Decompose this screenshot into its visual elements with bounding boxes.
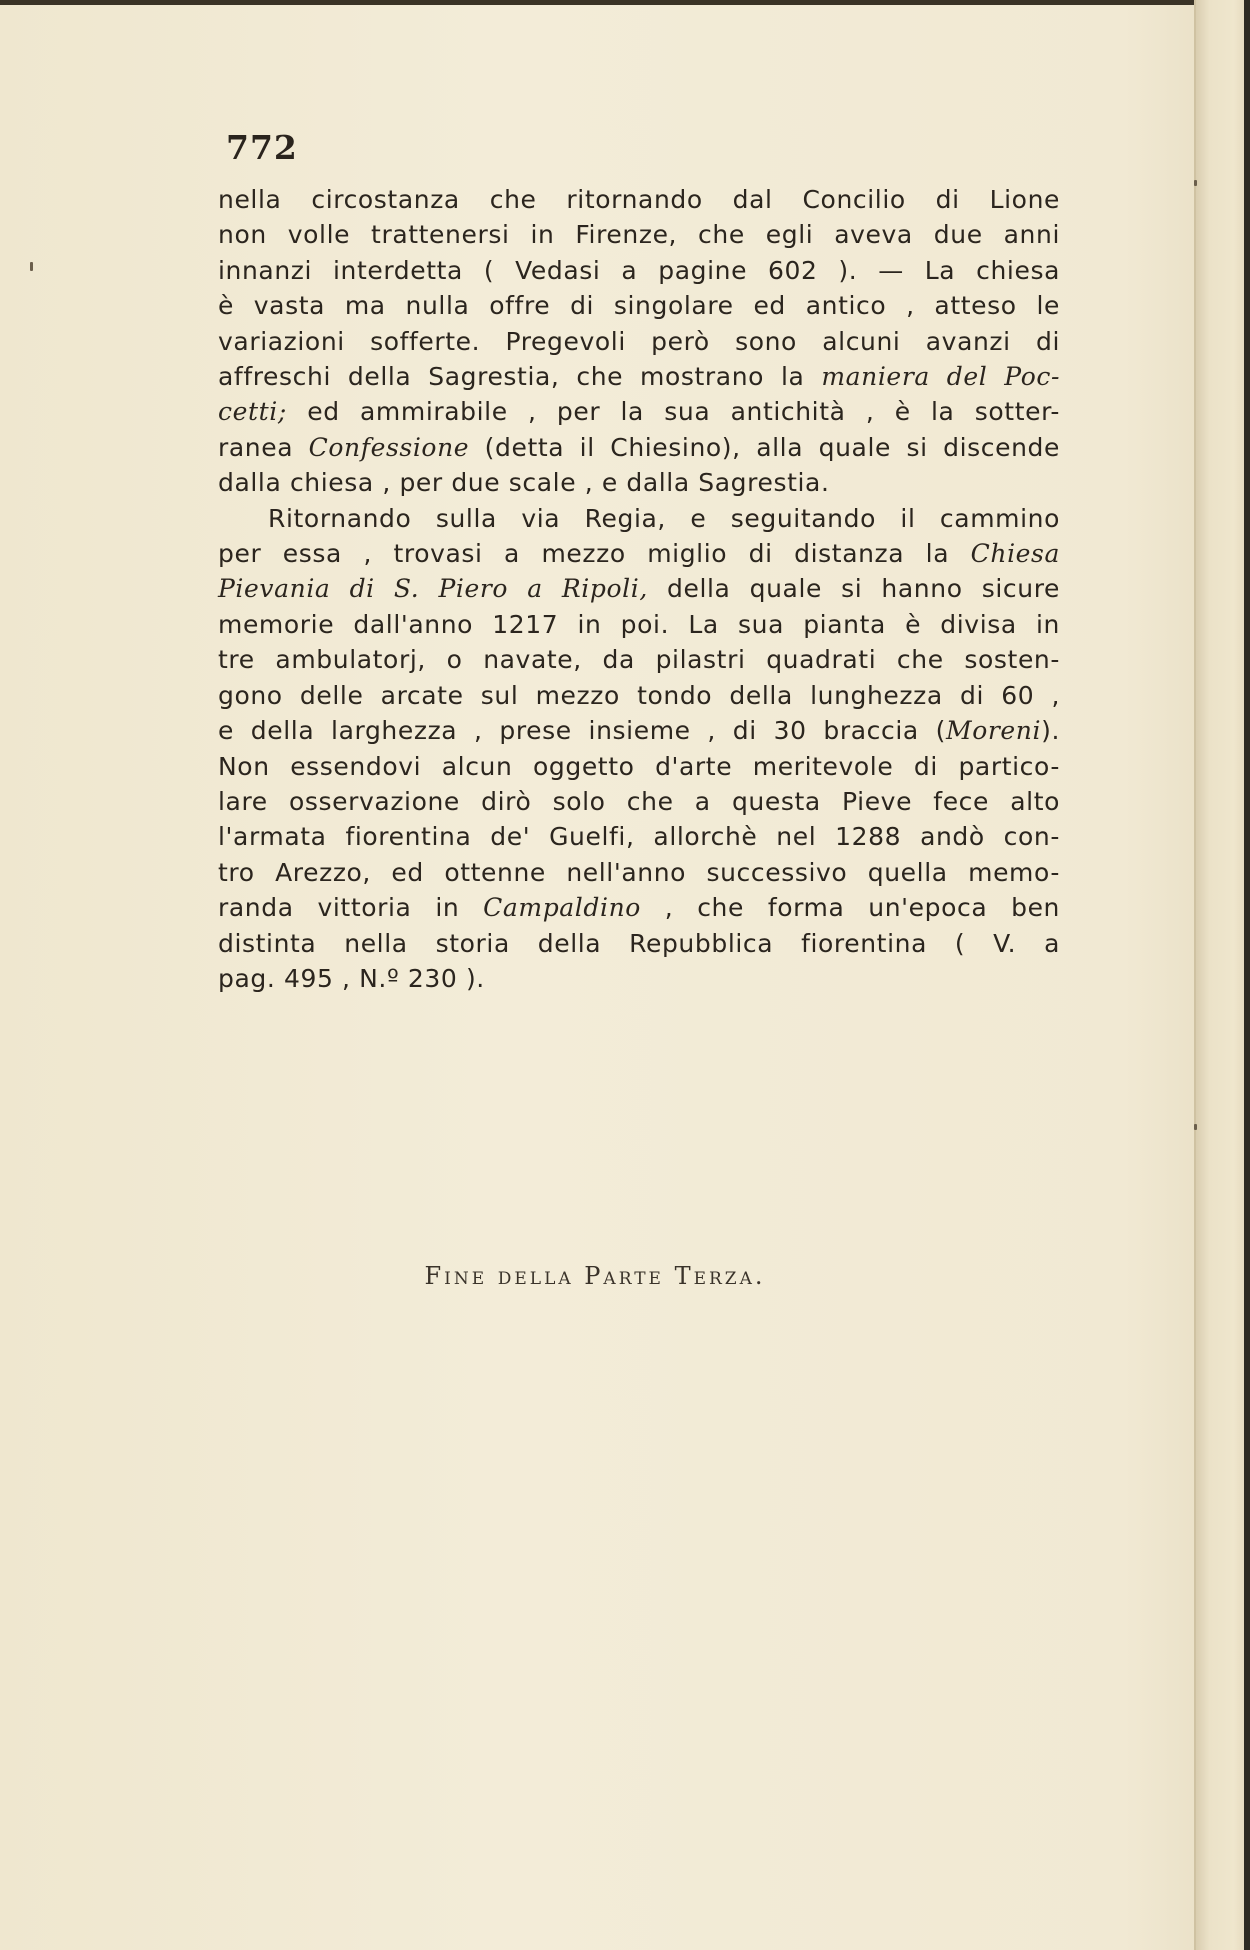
text-line: e della larghezza , prese insieme , di 30 braccia (Moreni). bbox=[218, 716, 1060, 746]
text-line: randa vittoria in Campaldino , che forma un'epoca ben bbox=[218, 893, 1060, 923]
text-line: tro Arezzo, ed ottenne nell'anno successivo quella memo- bbox=[218, 857, 1060, 887]
text-line: Non essendovi alcun oggetto d'arte meritevole di partico- bbox=[218, 751, 1060, 781]
text-line: pag. 495 , N.º 230 ). bbox=[218, 963, 485, 993]
ink-speck bbox=[1194, 180, 1197, 186]
body-text bbox=[218, 182, 1060, 996]
page-number: 772 bbox=[226, 128, 298, 167]
text-line: Pievania di S. Piero a Ripoli, della quale si hanno sicure bbox=[218, 574, 1060, 604]
text-line: tre ambulatorj, o navate, da pilastri quadrati che sosten- bbox=[218, 645, 1060, 675]
text-line: per essa , trovasi a mezzo miglio di distanza la Chiesa bbox=[218, 539, 1060, 569]
text-line: gono delle arcate sul mezzo tondo della lunghezza di 60 , bbox=[218, 680, 1060, 710]
page-edge bbox=[1244, 0, 1250, 1950]
text-line: lare osservazione dirò solo che a questa Pieve fece alto bbox=[218, 786, 1060, 816]
text-line: variazioni sofferte. Pregevoli però sono alcuni avanzi di bbox=[218, 326, 1060, 356]
text-line: è vasta ma nulla offre di singolare ed antico , atteso le bbox=[218, 291, 1060, 321]
text-line: Ritornando sulla via Regia, e seguitando il cammino bbox=[268, 503, 1060, 533]
text-line: nella circostanza che ritornando dal Concilio di Lione bbox=[218, 185, 1060, 214]
text-line: memorie dall'anno 1217 in poi. La sua pianta è divisa in bbox=[218, 609, 1060, 639]
text-line: innanzi interdetta ( Vedasi a pagine 602 ). — La chiesa bbox=[218, 255, 1060, 285]
text-line: affreschi della Sagrestia, che mostrano la maniera del Poc- bbox=[218, 362, 1060, 392]
ink-speck bbox=[30, 262, 33, 271]
text-line: l'armata fiorentina de' Guelfi, allorchè nel 1288 andò con- bbox=[218, 822, 1060, 852]
end-note: Fine della Parte Terza. bbox=[424, 1262, 766, 1290]
page-gutter bbox=[1194, 0, 1250, 1950]
text-line: cetti; ed ammirabile , per la sua antichità , è la sotter- bbox=[218, 397, 1060, 427]
text-line: distinta nella storia della Repubblica fiorentina ( V. a bbox=[218, 928, 1060, 958]
text-line: non volle trattenersi in Firenze, che egli aveva due anni bbox=[218, 220, 1060, 250]
top-border bbox=[0, 0, 1250, 5]
text-line: ranea Confessione (detta il Chiesino), alla quale si discende bbox=[218, 432, 1060, 462]
ink-speck bbox=[1194, 1124, 1197, 1130]
text-line: dalla chiesa , per due scale , e dalla Sagrestia. bbox=[218, 468, 830, 498]
